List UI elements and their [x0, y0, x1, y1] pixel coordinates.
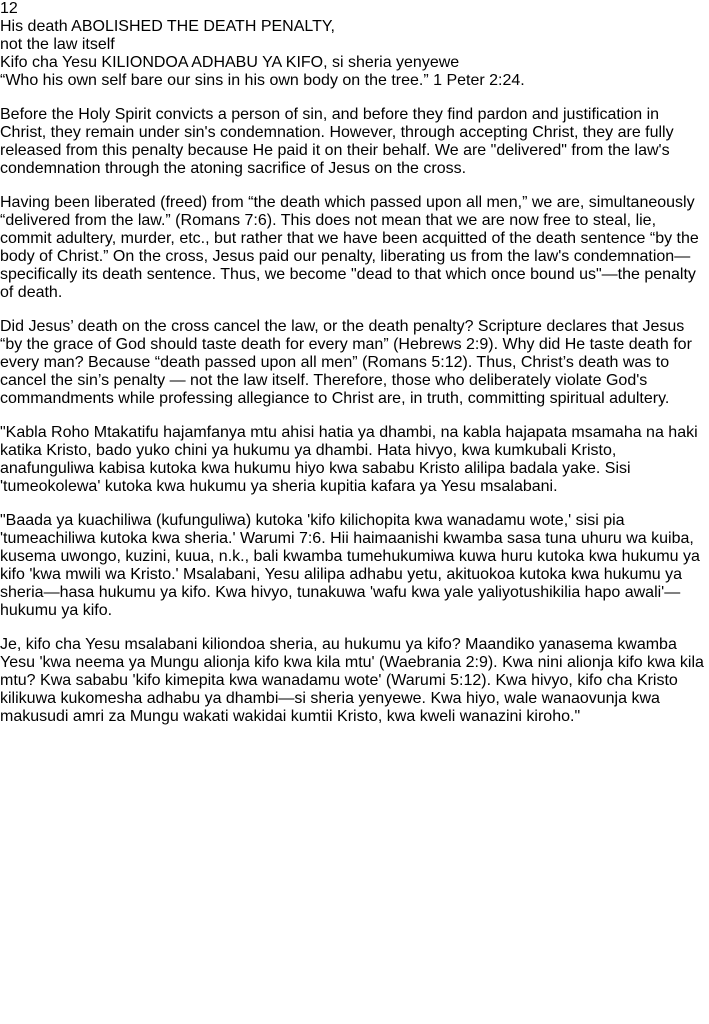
scripture-quote-box: [0, 72, 709, 90]
title-line2: not the law itself: [0, 36, 115, 53]
swahili-section: [0, 424, 709, 726]
english-paragraph-1: Before the Holy Spirit convicts a person of sin, and before they find pardon and justification in Christ, they remain under sin's condemnation. However, through accepting Christ, they are fully released from this penalty because He paid it on their behalf. We are "delivered" from the law's condemnation through the atoning sacrifice of Jesus on the cross.: [0, 106, 674, 177]
english-paragraph-3-question: Did Jesus’ death on the cross cancel the law, or the death penalty?: [0, 318, 474, 335]
english-paragraph-2: Having been liberated (freed) from “the death which passed upon all men,” we are, simultaneously “delivered from the law.” (Romans 7:6). This does not mean that we are now free to steal, lie, commit adultery, murder, etc., but rather that we have been acquitted of the death sentence “by the body of Christ.” On the cross, Jesus paid our penalty, liberating us from the law's condemnation—specifically its death sentence. Thus, we become "dead to that which once bound us"—the penalty of death.: [0, 194, 699, 301]
page-header: [0, 0, 709, 54]
page-number: 12: [0, 0, 18, 17]
page-title: [0, 18, 709, 54]
scripture-quote-text: “Who his own self bare our sins in his own body on the tree.” 1 Peter 2:24.: [0, 72, 525, 89]
subtitle-text: Kifo cha Yesu KILIONDOA ADHABU YA KIFO, si sheria yenyewe: [0, 54, 460, 71]
swahili-paragraph-1: "Kabla Roho Mtakatifu hajamfanya mtu ahisi hatia ya dhambi, na kabla hajapata msamaha na haki katika Kristo, bado yuko chini ya hukumu ya dhambi. Hata hivyo, kwa kumkubali Kristo, anafunguliwa kabisa kutoka kwa hukumu hiyo kwa sababu Kristo alilipa badala yake. Sisi 'tumeokolewa' kutoka kwa hukumu ya sheria kupitia kafara ya Yesu msalabani.: [0, 424, 698, 495]
english-paragraph-3-body: Scripture declares that Jesus “by the grace of God should taste death for every man” (Hebrews 2:9). Why did He taste death for every man? Because “death passed upon all men” (Romans 5:12). Thus, Christ’s death was to cancel the sin’s penalty — not the law itself. Therefore, those who deliberately violate God's commandments while professing allegiance to Christ are, in truth, committing spiritual adultery.: [0, 318, 692, 407]
title-part-navy: His death: [0, 18, 72, 35]
english-paragraph-3: [0, 318, 709, 408]
english-section: [0, 106, 709, 408]
title-part-red: ABOLISHED THE DEATH PENALTY,: [71, 18, 335, 35]
swahili-paragraph-3: Je, kifo cha Yesu msalabani kiliondoa sheria, au hukumu ya kifo? Maandiko yanasema kwamba Yesu 'kwa neema ya Mungu alionja kifo kwa kila mtu' (Waebrania 2:9). Kwa nini alionja kifo kwa kila mtu? Kwa sababu 'kifo kimepita kwa wanadamu wote' (Warumi 5:12). Kwa hivyo, kifo cha Kristo kilikuwa kukomesha adhabu ya dhambi—si sheria yenyewe. Kwa hiyo, wale wanaovunja kwa makusudi amri za Mungu wakati wakidai kumtii Kristo, kwa kweli wanazini kiroho.": [0, 636, 704, 725]
subtitle-band: [0, 54, 709, 72]
swahili-paragraph-2: "Baada ya kuachiliwa (kufunguliwa) kutoka 'kifo kilichopita kwa wanadamu wote,' sisi pia 'tumeachiliwa kutoka kwa sheria.' Warumi 7:6. Hii haimaanishi kwamba sasa tuna uhuru wa kuiba, kusema uwongo, kuzini, kuua, n.k., bali kwamba tumehukumiwa kuwa huru kutoka kwa hukumu ya kifo 'kwa mwili wa Kristo.' Msalabani, Yesu alilipa adhabu yetu, akituokoa kutoka kwa hukumu ya sheria—hasa hukumu ya kifo. Kwa hivyo, tunakuwa 'wafu kwa yale yaliyotushikilia hapo awali'—hukumu ya kifo.: [0, 512, 700, 619]
